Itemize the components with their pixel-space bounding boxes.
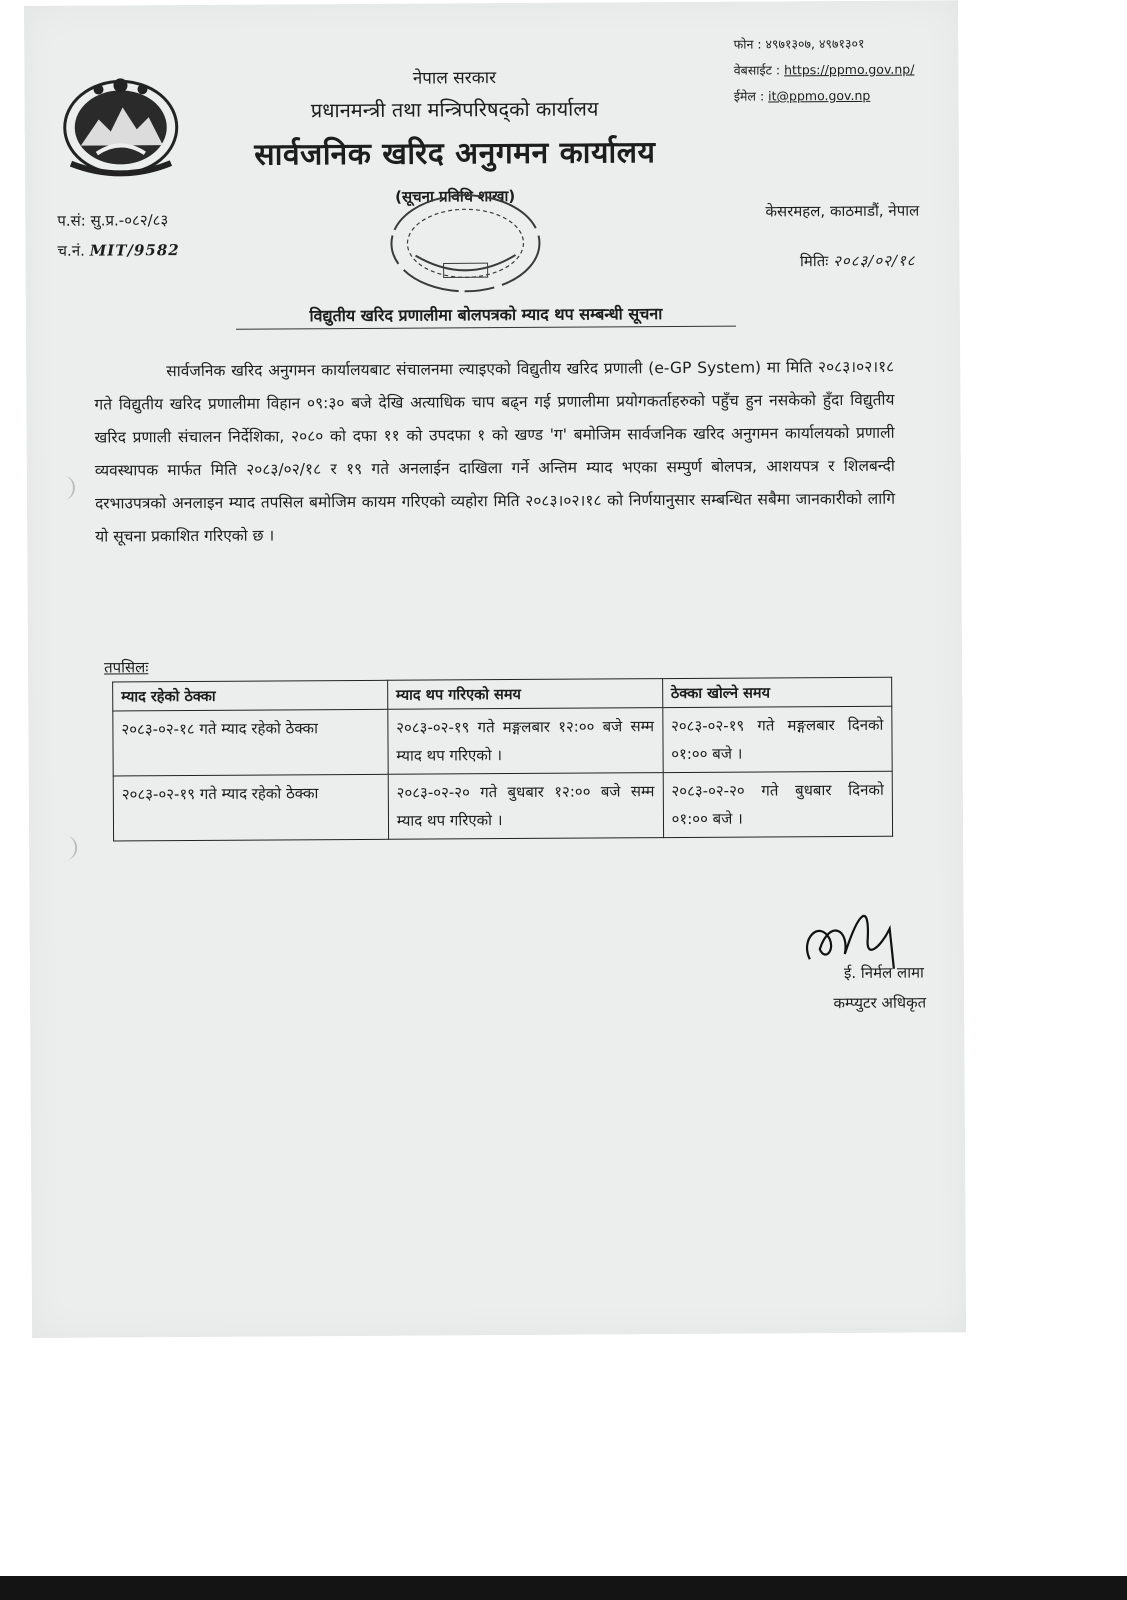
- punch-hole: [53, 476, 75, 500]
- table-row: [113, 771, 892, 841]
- signatory-name: ई. निर्मल लामा: [843, 963, 924, 983]
- contact-block: [733, 31, 914, 110]
- table-row: [113, 706, 892, 776]
- signatory-title: कम्प्युटर अधिकृत: [833, 993, 927, 1013]
- table-cell: २०८३-०२-१८ गते म्याद रहेको ठेक्का: [113, 709, 388, 776]
- phone-numbers: फोन : ४९७१३०७, ४९७१३०१: [733, 35, 865, 52]
- column-header: ठेक्का खोल्ने समय: [662, 677, 892, 707]
- email-link[interactable]: it@ppmo.gov.np: [768, 87, 871, 104]
- dispatch-number: MIT/9582: [89, 241, 180, 260]
- email-label: ईमेल :: [733, 88, 765, 104]
- dispatch-number-line: [57, 235, 179, 266]
- document-page: [24, 0, 966, 1338]
- column-header: म्याद थप गरिएको समय: [387, 679, 662, 710]
- column-header: म्याद रहेको ठेक्का: [113, 680, 388, 711]
- letter-number: प.सं: सु.प्र.-०८२/८३: [57, 211, 169, 230]
- table-cell: २०८३-०२-२० गते बुधबार दिनको ०१:०० बजे ।: [663, 771, 893, 837]
- ministry-name: प्रधानमन्त्री तथा मन्त्रिपरिषद्को कार्यालय: [310, 96, 599, 123]
- website-label: वेबसाईट :: [733, 62, 781, 78]
- schedule-table: [112, 677, 893, 842]
- dispatch-prefix: च.नं.: [57, 241, 85, 260]
- notice-subject: विद्युतीय खरिद प्रणालीमा बोलपत्रको म्याद थप सम्बन्धी सूचना: [236, 302, 736, 330]
- date-label: मितिः: [799, 252, 829, 271]
- table-cell: २०८३-०२-२० गते बुधबार १२:०० बजे सम्म म्याद थप गरिएको ।: [388, 773, 663, 840]
- email-line: [734, 83, 915, 110]
- schedule-title: तपसिलः: [103, 658, 149, 677]
- notice-body: [94, 351, 895, 554]
- office-name: सार्वजनिक खरिद अनुगमन कार्यालय: [254, 135, 656, 173]
- office-address: केसरमहल, काठमाडौं, नेपाल: [765, 201, 920, 221]
- date-value: २०८३/०२/१८: [833, 251, 916, 271]
- table-cell: २०८३-०२-१९ गते मङ्गलबार दिनको ०१:०० बजे ।: [662, 706, 892, 772]
- punch-hole: [55, 836, 77, 860]
- reference-numbers: [57, 205, 180, 266]
- scanner-edge: [0, 1576, 1127, 1600]
- table-cell: २०८३-०२-१९ गते मङ्गलबार १२:०० बजे सम्म म्याद थप गरिएको ।: [388, 708, 663, 775]
- branch-name: (सूचना प्रविधि शाखा): [395, 187, 516, 206]
- date-line: [800, 251, 916, 272]
- website-line: [734, 57, 915, 84]
- website-link[interactable]: https://ppmo.gov.np/: [784, 61, 915, 78]
- table-cell: २०८३-०२-१९ गते म्याद रहेको ठेक्का: [113, 774, 388, 841]
- government-name: नेपाल सरकार: [412, 68, 497, 89]
- table-header-row: [113, 677, 892, 711]
- body-paragraph: सार्वजनिक खरिद अनुगमन कार्यालयबाट संचालनमा ल्याइएको विद्युतीय खरिद प्रणाली (e-GP System) मा मिति २०८३।०२।१८ गते विद्युतीय खरिद प्रणालीमा विहान ०९:३० बजे देखि अत्याधिक चाप बढ्न गई प्रणालीमा प्रयोगकर्ताहरुको पहुँच हुन नसकेको हुँदा विद्युतीय खरिद प्रणाली संचालन निर्देशिका, २०८० को दफा ११ को उपदफा १ को खण्ड 'ग' बमोजिम सार्वजनिक खरिद अनुगमन कार्यालयको प्रणाली व्यवस्थापक मार्फत मिति २०८३/०२/१८ र १९ गते अनलाईन दाखिला गर्ने अन्तिम म्याद भएका सम्पुर्ण बोलपत्र, आशयपत्र र शिलबन्दी दरभाउपत्रको अनलाइन म्याद तपसिल बमोजिम कायम गरिएको व्यहोरा मिति २०८३।०२।१८ को निर्णयानुसार सम्बन्धित सबैमा जानकारीको लागि यो सूचना प्रकाशित गरिएको छ ।: [94, 357, 896, 546]
- office-stamp-icon: [385, 185, 546, 298]
- nepal-emblem-icon: [58, 67, 183, 180]
